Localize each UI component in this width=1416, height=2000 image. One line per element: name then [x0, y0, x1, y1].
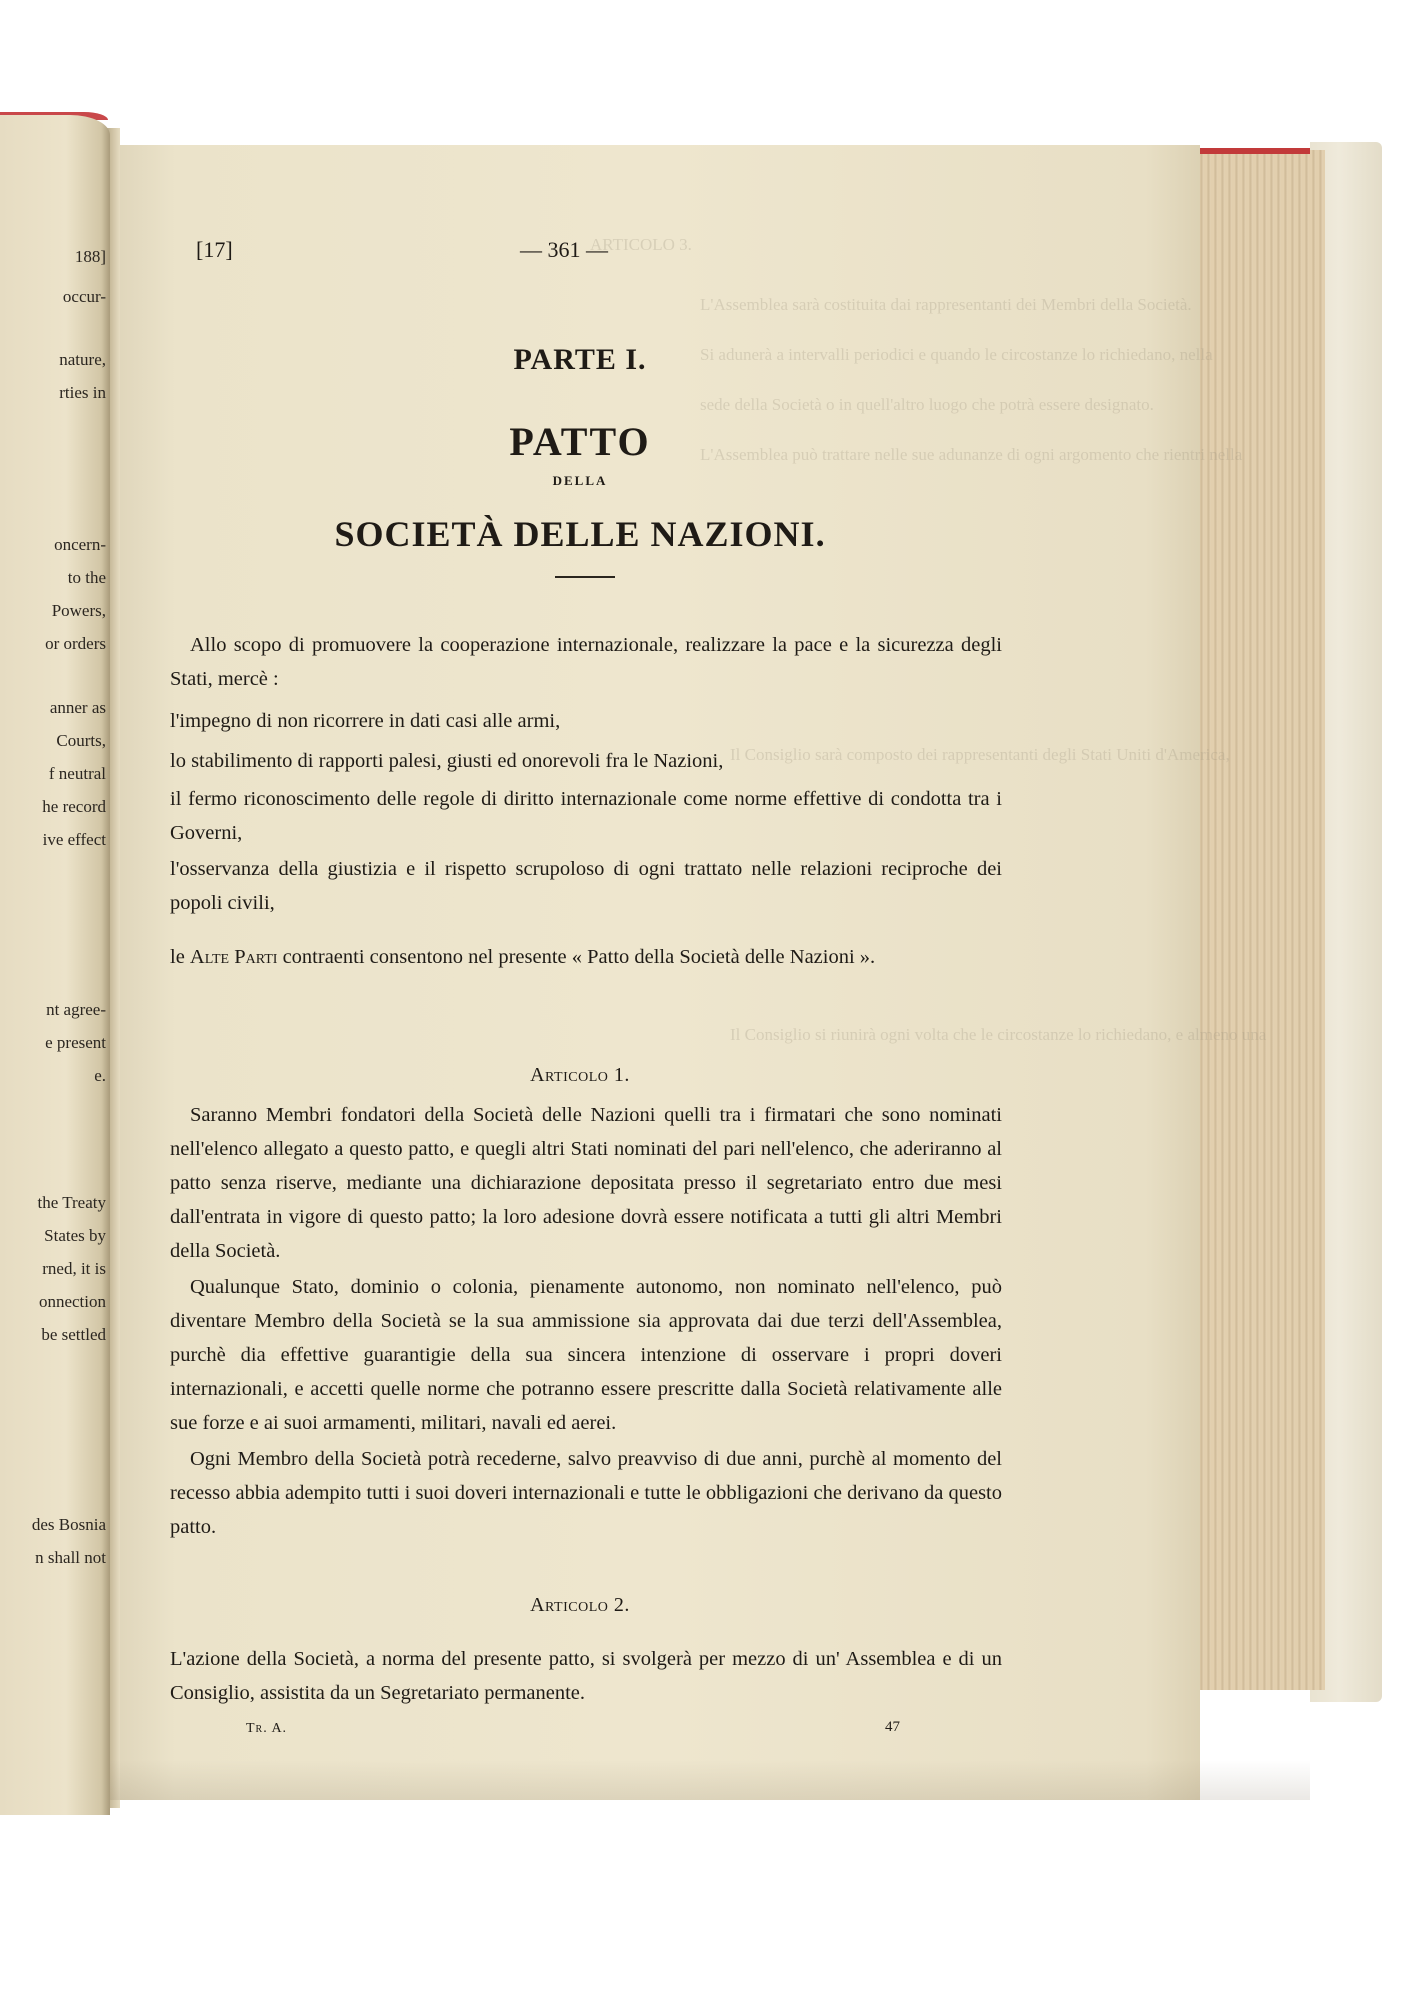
left-page-line: des Bosnia — [31, 1515, 106, 1534]
left-page-line: rned, it is — [42, 1259, 106, 1278]
left-page-line: anner as — [49, 698, 106, 717]
left-page-line: Courts, — [56, 731, 106, 750]
left-page-line: 188] — [74, 247, 106, 266]
sheet-number: 47 — [885, 1719, 900, 1735]
article-2-paragraph: L'azione della Società, a norma del presente patto, si svolgerà per mezzo di un' Assemblea e di un Consiglio, assistita da un Segretariato permanente. — [170, 1648, 1002, 1704]
preamble-clause: l'impegno di non ricorrere in dati casi alle armi, — [170, 710, 561, 732]
page-shadow — [110, 1760, 1310, 1800]
left-page-line: the Treaty — [37, 1193, 106, 1212]
page-number: — 361 — — [520, 237, 608, 262]
left-page-line: onnection — [38, 1292, 106, 1311]
part-heading: PARTE I. — [513, 343, 647, 376]
section-mark: [17] — [196, 237, 233, 262]
left-page-line: f neutral — [48, 764, 106, 783]
signature-mark: Tr. A. — [246, 1721, 288, 1736]
left-page-line: nt agree- — [46, 1000, 106, 1019]
preamble-clause: il fermo riconoscimento delle regole di diritto internazionale come norme effettive di condotta tra i Governi, — [170, 788, 1002, 844]
article-1-paragraph: Ogni Membro della Società potrà recederne, salvo preavviso di due anni, purchè al momento del recesso abbia adempito tutti i suoi doveri internazionali e tutte le obbligazioni che derivano da questo patto. — [170, 1448, 1002, 1538]
article-2-heading-text: Articolo 2. — [530, 1594, 630, 1616]
left-page-line: ive effect — [42, 830, 106, 849]
preamble-clause: l'osservanza della giustizia e il rispetto scrupoloso di ogni trattato nelle relazioni reciproche dei popoli civili, — [170, 858, 1002, 914]
article-2-heading — [0, 1594, 1160, 1617]
article-1-body — [170, 1098, 1002, 1544]
title-connector: DELLA — [552, 473, 608, 488]
preamble-intro: Allo scopo di promuovere la cooperazione internazionale, realizzare la pace e la sicurezza degli Stati, mercè : — [170, 634, 1002, 690]
preamble-closing-pre: le — [170, 946, 185, 968]
high-parties: Alte Parti — [189, 946, 278, 968]
preamble-closing-post: contraenti consentono nel presente « Patto della Società delle Nazioni ». — [282, 946, 876, 968]
left-page-line: oncern- — [54, 535, 106, 554]
left-page-line: n shall not — [35, 1548, 106, 1567]
left-page-line: e. — [94, 1066, 106, 1085]
preamble-closing — [170, 940, 1002, 974]
left-page-line: he record — [42, 797, 106, 816]
left-page-line: e present — [45, 1033, 106, 1052]
preamble-clause: lo stabilimento di rapporti palesi, giusti ed onorevoli fra le Nazioni, — [170, 750, 724, 772]
left-page-line: rties in — [59, 383, 106, 402]
document-title: PATTO — [509, 419, 651, 464]
page-edges — [1190, 150, 1325, 1690]
left-page-line: be settled — [41, 1325, 106, 1344]
left-page-line: or orders — [45, 634, 106, 653]
title-divider — [555, 576, 615, 578]
article-2-body — [170, 1642, 1002, 1710]
article-1-heading-text: Articolo 1. — [530, 1064, 630, 1086]
preamble — [170, 628, 1002, 974]
article-1-paragraph: Saranno Membri fondatori della Società delle Nazioni quelli tra i firmatari che sono nominati nell'elenco allegato a questo patto, e quegli altri Stati nominati del pari nell'elenco, che aderiranno al patto senza riserve, mediante una dichiarazione depositata presso il segretariato entro due mesi dall'entrata in vigore di questo patto; la loro adesione dovrà essere notificata a tutti gli altri Membri della Società. — [170, 1104, 1002, 1262]
red-page-edge — [1190, 148, 1310, 154]
document-subject: SOCIETÀ DELLE NAZIONI. — [334, 514, 826, 554]
left-page-line: to the — [67, 568, 106, 587]
article-1-heading — [0, 1064, 1160, 1087]
left-page-line: States by — [44, 1226, 106, 1245]
left-page-line: occur- — [62, 287, 106, 306]
right-page: ARTICOLO 3. L'Assemblea sarà costituita dai rappresentanti dei Membri della Società. Si adunerà a intervalli periodici e quando le circostanze lo richiedano, nella sede della Società o in quell'altro luogo che potrà essere designato. L'Assemblea può trattare nelle sue adunanze di ogni argomento che rientri nella Il Consiglio sarà composto dei rappresentanti degli Stati Uniti d'America, Il Consiglio si riunirà ogni volta che le circostanze lo richiedano, e almeno una — [110, 145, 1200, 1800]
left-page-line: nature, — [59, 350, 106, 369]
left-page-line: Powers, — [51, 601, 106, 620]
article-1-paragraph: Qualunque Stato, dominio o colonia, pienamente autonomo, non nominato nell'elenco, può diventare Membro della Società se la sua ammissione sia approvata dai due terzi dell'Assemblea, purchè dia effettive guarantigie della sua sincera intenzione di osservare i propri doveri internazionali, e accetti quelle norme che potranno essere prescritte dalla Società relativamente alle sue forze e ai suoi armamenti, militari, navali ed aerei. — [170, 1276, 1002, 1434]
